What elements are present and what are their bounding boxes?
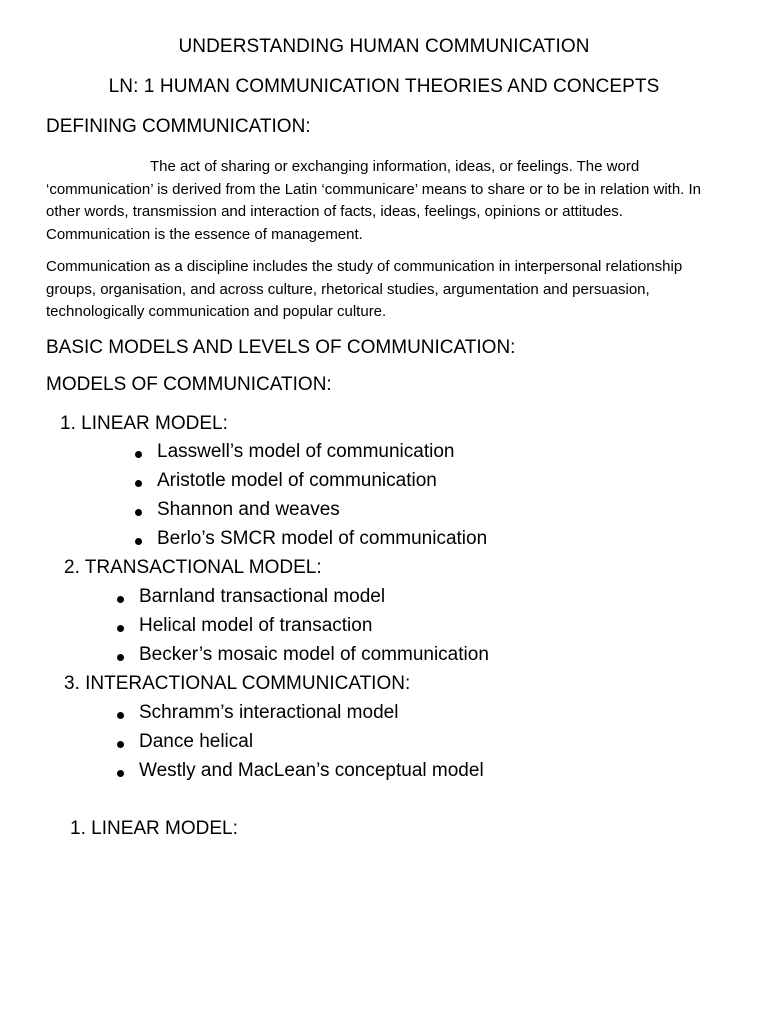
list-item-text: Becker’s mosaic model of communication: [139, 644, 489, 665]
list-title-linear-model: 1. LINEAR MODEL:: [60, 413, 228, 434]
list-title-transactional-model: 2. TRANSACTIONAL MODEL:: [64, 557, 322, 578]
bullet-icon: [117, 770, 124, 777]
section-heading-basic-models: BASIC MODELS AND LEVELS OF COMMUNICATION:: [46, 337, 516, 358]
paragraph-definition-text: The act of sharing or exchanging information, ideas, or feelings. The word ‘communication’ is derived from the Latin ‘communicare’ means to share or to be in relation with. In other words, transmission and interaction of facts, ideas, feelings, opinions or attitudes. Communication is the essence of management.: [46, 158, 702, 243]
bullet-icon: [117, 741, 124, 748]
list-item-text: Helical model of transaction: [139, 615, 373, 636]
bullet-icon: [135, 451, 142, 458]
paragraph-definition: [46, 156, 722, 246]
final-heading-linear-model: 1. LINEAR MODEL:: [70, 818, 238, 839]
list-title-interactional-communication: 3. INTERACTIONAL COMMUNICATION:: [64, 673, 411, 694]
paragraph-discipline: Communication as a discipline includes the study of communication in interpersonal relationship groups, organisation, and across culture, rhetorical studies, argumentation and persuasion, technologically communication and popular culture.: [46, 258, 683, 320]
section-heading-defining: DEFINING COMMUNICATION:: [46, 116, 311, 137]
bullet-icon: [135, 538, 142, 545]
list-item-text: Westly and MacLean’s conceptual model: [139, 760, 484, 781]
list-item-text: Schramm’s interactional model: [139, 702, 399, 723]
list-item-text: Lasswell’s model of communication: [157, 441, 455, 462]
section-heading-models: MODELS OF COMMUNICATION:: [46, 374, 332, 395]
document-title: UNDERSTANDING HUMAN COMMUNICATION: [178, 36, 590, 57]
list-item-text: Dance helical: [139, 731, 254, 752]
bullet-icon: [117, 625, 124, 632]
bullet-icon: [117, 712, 124, 719]
document-subtitle: LN: 1 HUMAN COMMUNICATION THEORIES AND CONCEPTS: [108, 76, 660, 97]
list-item-text: Berlo’s SMCR model of communication: [157, 528, 488, 549]
bullet-icon: [135, 509, 142, 516]
bullet-icon: [117, 596, 124, 603]
bullet-icon: [135, 480, 142, 487]
list-item-text: Barnland transactional model: [139, 586, 386, 607]
bullet-icon: [117, 654, 124, 661]
list-item-text: Aristotle model of communication: [157, 470, 437, 491]
list-item-text: Shannon and weaves: [157, 499, 340, 520]
